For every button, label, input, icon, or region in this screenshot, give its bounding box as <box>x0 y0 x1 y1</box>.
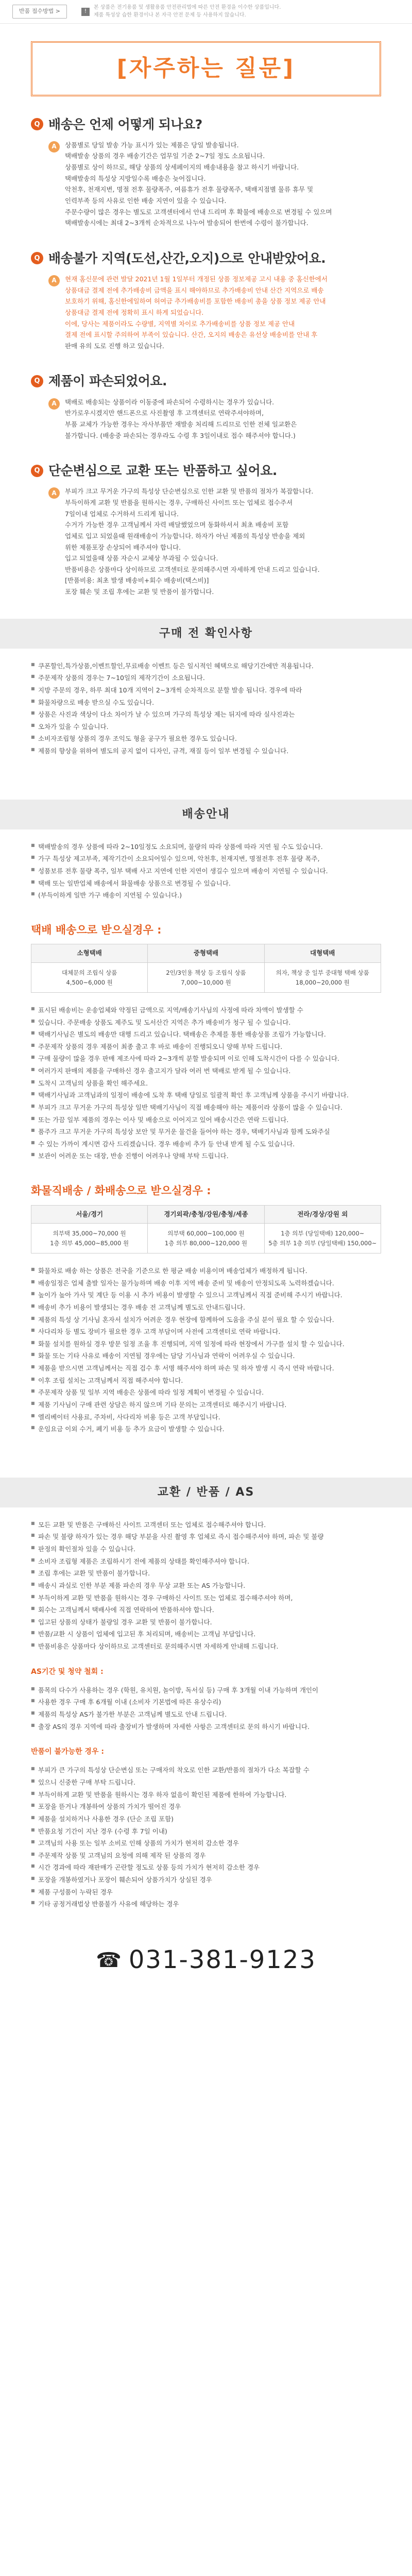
answer-line: 포장 훼손 및 조립 후에는 교환 및 반품이 불가합니다. <box>65 588 214 596</box>
faq-item <box>0 248 412 352</box>
list-item: ■ 조립 후에는 교환 및 반품이 불가합니다. <box>31 1568 381 1579</box>
list-item: ■ 운임요금 이외 수거, 폐기 비용 등 추가 요금이 발생할 수 있습니다. <box>31 1424 381 1435</box>
fee-column <box>148 944 264 992</box>
fee-column-header: 중형택배 <box>148 944 264 963</box>
answer-icon: A <box>48 487 60 499</box>
freight-fee-notes <box>0 1253 412 1447</box>
list-item: ■ 주문제작 상품의 경우 제품이 최종 출고 후 바로 배송이 진행되오니 양해 부탁 드립니다. <box>31 1042 381 1053</box>
delivery-title: 배송안내 <box>182 807 230 821</box>
list-item: ■ 있으니 신중한 구매 부탁 드립니다. <box>31 1777 381 1788</box>
answer-icon: A <box>48 141 60 152</box>
fee-column <box>265 944 381 992</box>
delivery-list <box>0 829 412 913</box>
fee-cell <box>31 1224 147 1253</box>
fee-column-header: 경기외곽/충청/강원/충청/세종 <box>148 1206 264 1224</box>
list-item: ■ 출장 AS의 경우 지역에 따라 출장비가 발생하며 자세한 사항은 고객센터로 문의 하시기 바랍니다. <box>31 1722 381 1733</box>
exchange-list <box>0 1507 412 1664</box>
delivery-band <box>0 800 412 829</box>
list-item: ■ 택배발송의 경우 상품에 따라 2~10일정도 소요되며, 물량의 따라 상품에 따라 지연 될 수도 있습니다. <box>31 842 381 853</box>
answer-line: 위한 제품포장 손상되어 배주셔야 합니다. <box>65 543 181 551</box>
answer-line: 부품 교체가 가능한 경우는 자사부품만 재발송 처리해 드리므로 인한 전체 일교환은 <box>65 420 297 428</box>
exchange-title: 교환 / 반품 / AS <box>157 1485 255 1499</box>
fee-column <box>265 1206 381 1253</box>
list-item: ■ 반품/교환 시 상품이 업체에 입고된 후 처리되며, 배송비는 고객님 부담입니다. <box>31 1629 381 1640</box>
answer-body <box>65 140 332 229</box>
list-item: ■ 오차가 있을 수 있습니다. <box>31 722 381 733</box>
answer-line: 결제 전에 표시할 주의하여 부족이 있습니다. 산간, 오지의 배송은 유선상 배송비를 안내 후 <box>65 331 318 339</box>
list-item: ■ 포장을 뜯거나 개봉하여 상품의 가치가 떨어진 경우 <box>31 1802 381 1812</box>
list-item: ■ 화물차로 배송 하는 상품은 전국을 기준으로 한 평균 배송 비용이며 배송업체가 배정하게 됩니다. <box>31 1266 381 1277</box>
fee-cell-line: 1층 의부 80,000~120,000 원 <box>164 1239 248 1247</box>
fee-cell-line: 7,000~10,000 원 <box>181 978 231 986</box>
list-item: ■ 엘리베이터 사용료, 주차비, 사다리차 비용 등은 고객 부담입니다. <box>31 1412 381 1423</box>
answer-body <box>65 397 297 442</box>
list-item: ■ 기타 공정거래법상 반품불가 사유에 해당하는 경우 <box>31 1899 381 1910</box>
list-item: ■ 모든 교환 및 반품은 구매하신 사이트 고객센터 또는 업체로 접수해주셔야 합니다. <box>31 1520 381 1531</box>
list-item: ■ 보관이 어려운 또는 대장, 반송 진행이 어려우나 양해 부탁 드립니다. <box>31 1151 381 1162</box>
question-text: 제품이 파손되었어요. <box>48 374 167 389</box>
fee-column-header: 서울/경기 <box>31 1206 147 1224</box>
customer-center-phone[interactable] <box>0 1942 412 1978</box>
answer-line: 판매 유의 도로 진행 하고 있습니다. <box>65 342 164 350</box>
fee-cell <box>148 963 264 992</box>
list-item: ■ 구매 물량이 많을 경우 판매 제조사에 따라 2~3개씩 분할 발송되며 이로 인해 도착시간이 다를 수 있습니다. <box>31 1054 381 1064</box>
answer-line: 입고 되었을때 상품 자순시 교체상 부과될 수 있습니다. <box>65 554 218 563</box>
list-item: ■ 표시된 배송비는 운송업체와 약정된 금액으로 지역/배송기사님의 사정에 따라 차액이 발생할 수 <box>31 1005 381 1016</box>
answer-line: 택배로 배송되는 상품이라 이동중에 파손되어 수령하시는 경우가 있습니다. <box>65 398 274 406</box>
question-icon: Q <box>31 118 43 130</box>
list-item: ■ 회수는 고객님께서 택배사에 직접 연락하여 반품하셔야 합니다. <box>31 1605 381 1616</box>
fee-column <box>31 1206 148 1253</box>
list-item: ■ 고객님의 사용 또는 일부 소비로 인해 상품의 가치가 현저히 감소한 경우 <box>31 1838 381 1849</box>
question-icon: Q <box>31 375 43 387</box>
answer-line: 택배발송 상품의 경우 배송기간은 업무일 기준 2~7일 정도 소요됩니다. <box>65 152 265 160</box>
list-item: ■ 반품요청 기간이 지난 경우 (수령 후 7일 이내) <box>31 1826 381 1837</box>
answer-line: 현재 홈신문에 관련 발달 2021년 1월 1일부터 개정된 상품 정보제공 고시 내용 중 홈신한에서 <box>65 275 328 283</box>
list-item: ■ 쿠폰할인,특가상품,이벤트할인,무료배송 이벤트 등은 일시적인 혜택으로 해당기간에만 적용됩니다. <box>31 661 381 672</box>
faq-item <box>0 460 412 598</box>
list-item: ■ 택배기사님은 별도의 배송만 대행 드리고 있습니다. 택배송은 추제를 통한 배송상품 조립가 가능합니다. <box>31 1029 381 1040</box>
list-item: ■ 택배 또는 일반업체 배송에서 화물배송 상품으로 변경될 수 있습니다. <box>31 878 381 889</box>
fee-cell-line: 대체문의 조립식 상품 <box>62 969 117 977</box>
answer-line: 택배발송의 특성상 지방일수록 배송은 늦어집니다. <box>65 174 206 182</box>
refund-unavailable-title: 반품이 불가능한 경우 : <box>31 1748 104 1756</box>
fee-cell <box>31 963 147 992</box>
list-item: ■ 수 있는 가까이 계시면 감사 드리겠습니다. 경우 배송비 추가 등 안내 받게 될 수도 있습니다. <box>31 1139 381 1150</box>
answer-line: 7일이내 업체로 수거하셔 드리게 됩니다. <box>65 510 179 518</box>
list-item: ■ 주문제작 상품의 경우는 7~10일의 제작기간이 소요됩니다. <box>31 673 381 684</box>
fee-cell-line: 의부택 60,000~100,000 원 <box>167 1230 245 1238</box>
parcel-fee-title: 택배 배송으로 받으실경우 : <box>31 923 162 936</box>
fee-cell <box>148 1224 264 1253</box>
list-item: ■ 파손 및 불량 하자가 있는 경우 해당 부분을 사진 촬영 후 업체로 즉시 접수해주셔야 하며, 파손 및 불량 <box>31 1532 381 1543</box>
question-row <box>31 370 381 392</box>
answer-line: 택배발송시에는 최대 2~3개씩 순차적으로 나누어 발송되어 한번에 수령이 불가합니다. <box>65 219 308 227</box>
fee-column <box>31 944 148 992</box>
answer-line: 업체로 입고 되었을때 원래배송이 가능합니다. 하자가 아닌 제품의 특성상 반송을 제외 <box>65 532 305 540</box>
faq-item <box>0 370 412 442</box>
list-item: ■ 이후 조립 설치는 고객님께서 직접 해주셔야 합니다. <box>31 1376 381 1386</box>
answer-line: 악천후, 천재지변, 명절 전후 물량폭주, 여름휴가 전후 물량폭주, 택배지점별 물류 휴무 및 <box>65 185 314 194</box>
list-item: ■ 입고된 상품의 상태가 불량일 경우 교환 및 반품이 불가합니다. <box>31 1617 381 1628</box>
freight-fee-table <box>31 1205 381 1253</box>
answer-icon: A <box>48 275 60 286</box>
list-item: ■ 제품을 받으시면 고객님께서는 직접 검수 후 서명 해주셔야 하며 파손 및 하자 발생 시 즉시 연락 바랍니다. <box>31 1363 381 1374</box>
fee-cell <box>265 963 381 992</box>
answer-line: 부득이하게 교환 및 반품을 원하시는 경우, 구매하신 사이트 또는 업체로 접수주셔 <box>65 499 293 507</box>
question-row <box>31 114 381 135</box>
list-item: ■ 포장을 개봉하였거나 포장이 훼손되어 상품가치가 상실된 경우 <box>31 1875 381 1886</box>
list-item: ■ 상품은 사진과 색상이 다소 차이가 날 수 있으며 가구의 특성상 제는 뒤지에 따라 실사진과는 <box>31 709 381 720</box>
fee-cell-line: 18,000~20,000 원 <box>295 978 350 986</box>
purchase-check-band <box>0 619 412 649</box>
fee-cell-line: 2인/3인용 책상 등 조립식 상품 <box>166 969 246 977</box>
question-text: 단순변심으로 교환 또는 반품하고 싶어요. <box>48 463 277 479</box>
list-item: ■ 도착시 고객님의 상품을 확인 해주세요. <box>31 1078 381 1089</box>
answer-line: 상품대금 결제 전에 정확히 표시 하게 되었습니다. <box>65 308 204 316</box>
list-item: ■ 소비자조립형 상품의 경우 조익도 형을 공구가 필요한 경우도 있습니다. <box>31 734 381 744</box>
answer-line: 수거가 가능한 경우 고객님께서 자력 배달했었으며 동화하셔서 최초 배송비 포함 <box>65 521 289 529</box>
list-item: ■ 부피가 크고 무거운 가구의 특성상 일반 택배기사님이 직접 배송해야 하는 제품이라 상품이 많을 수 있습니다. <box>31 1103 381 1113</box>
list-item: ■ 화물 설치를 원하실 경우 방문 일정 조율 후 진행되며, 지역 일정에 따라 현장에서 가구를 설치 할 수 있습니다. <box>31 1339 381 1350</box>
list-item: ■ 화물 또는 기타 사유로 배송이 지연될 경우에는 담당 기사님과 연락이 어려우실 수 있습니다. <box>31 1351 381 1362</box>
list-item: ■ 또는 가끔 일부 제품의 경우는 이사 및 배송으로 이어지고 있어 배송시간은 연락 드립니다. <box>31 1115 381 1126</box>
refund-unavailable-list <box>0 1763 412 1922</box>
question-icon: Q <box>31 465 43 477</box>
parcel-fee-notes <box>0 993 412 1174</box>
list-item: ■ 제품의 특성 상 기사님 혼자서 설치가 어려운 경우 현장에 함께하여 도움을 주실 분이 필요 할 수 있습니다. <box>31 1315 381 1326</box>
as-period-list <box>0 1683 412 1744</box>
answer-row <box>31 274 381 352</box>
fee-column-header: 전라/경상/강원 외 <box>265 1206 381 1224</box>
purchase-check-list <box>0 649 412 769</box>
answer-line: [반품비용: 최초 발생 배송비+회수 배송비(택스비)] <box>65 577 209 585</box>
question-text: 배송은 언제 어떻게 되나요? <box>48 116 202 132</box>
fee-cell-line: 1층 의부 (당일택배) 120,000~ <box>281 1230 365 1238</box>
list-item: ■ 화물차량으로 배송 받으실 수도 있습니다. <box>31 698 381 708</box>
list-item: ■ 택배기사님과 고객님과의 일정이 배송에 도착 후 택배 당일로 일괄적 확인 후 고객님께 상품을 주시기 바랍니다. <box>31 1090 381 1101</box>
answer-line: 불가합니다. (배송중 파손되는 경우라도 수령 후 3일이내로 접수 해주셔야 합니다.) <box>65 431 296 439</box>
question-icon: Q <box>31 252 43 264</box>
phone-icon: ☎ <box>96 1948 122 1972</box>
answer-line: 반가로우시겠지만 핸드폰으로 사진촬영 후 고객센터로 연락주셔야하며, <box>65 409 264 417</box>
answer-row <box>31 397 381 442</box>
answer-body <box>65 274 328 352</box>
fee-cell-line: 의부택 35,000~70,000 원 <box>53 1230 126 1238</box>
top-notice-bar <box>0 0 412 24</box>
list-item: ■ 주문제작 상품 및 고객님의 요청에 의해 제작 된 상품의 경우 <box>31 1851 381 1861</box>
answer-line: 주문수량이 많은 경우는 별도로 고객센터에서 안내 드리며 후 확물에 배송으로 변경될 수 있으며 <box>65 208 332 216</box>
answer-line: 상품별로 당일 발송 가능 표시가 있는 제품은 당일 발송됩니다. <box>65 141 239 149</box>
list-item: ■ 성품보류 전후 물량 폭주, 일부 택배 사고 지연에 인한 지연이 생길수 있으며 배송이 지연될 수 있습니다. <box>31 866 381 877</box>
list-item: ■ 제품을 설치하거나 사용한 경우 (단순 조립 포함) <box>31 1814 381 1825</box>
list-item: ■ 배송일정은 업체 출발 일자는 물가능하며 배송 이후 지역 배송 준비 및 배송이 안정되도록 노력하겠습니다. <box>31 1278 381 1289</box>
fee-cell-line: 1층 의부 45,000~85,000 원 <box>50 1239 129 1247</box>
list-item: ■ 시간 경과에 따라 재판매가 곤란할 정도로 상품 등의 가치가 현저히 감소한 경우 <box>31 1862 381 1873</box>
list-item: ■ 사용한 경우 구매 후 6개월 이내 (소비자 기본법에 따른 유상수리) <box>31 1697 381 1708</box>
list-item: ■ 품목의 다수가 사용하는 경우 (학원, 유치원, 놀이방, 독서실 등) 구매 후 3개월 이내 가능하며 개인이 <box>31 1685 381 1696</box>
notice-icon: ! <box>81 8 90 16</box>
answer-row <box>31 486 381 598</box>
list-item: ■ 주문제작 상품 및 일부 지역 배송은 상품에 따라 일정 계획이 변경될 수 있습니다. <box>31 1387 381 1398</box>
answer-line: 반품비용은 상품마다 상이하므로 고객센터로 문의해주시면 자세하게 안내 드리고 있습니다. <box>65 565 320 573</box>
list-item: ■ 사다리차 등 별도 장비가 필요한 경우 고객 부담이며 사전에 고객센터로 연락 바랍니다. <box>31 1327 381 1337</box>
list-item: ■ 부득이하게 교환 및 반품을 원하시는 경우 하자 없음이 확인된 제품에 한하여 가능합니다. <box>31 1790 381 1801</box>
fee-cell-line: 의자, 책상 중 일부 중대형 택배 상품 <box>276 969 369 977</box>
return-guide-button[interactable]: 반품 접수방법 > <box>12 5 67 18</box>
answer-line: 부피가 크고 무거운 가구의 특성상 단순변심으로 인한 교환 및 반품의 절차가 복잡합니다. <box>65 487 314 496</box>
list-item: ■ 소비자 조립형 제품은 조립하시기 전에 제품의 상태를 확인해주셔야 합니다. <box>31 1556 381 1567</box>
question-text: 배송불가 지역(도선,산간,오지)으로 안내받았어요. <box>48 250 326 266</box>
question-row <box>31 460 381 481</box>
list-item: ■ 지방 주문의 경우, 하루 최대 10개 지역이 2~3개씩 순차적으로 분할 발송 됩니다. 경우에 따라 <box>31 685 381 696</box>
answer-line: 보호하기 위해, 홈신한에일하여 허여금 추가배송비를 포함한 배송비 총을 상품 정보 제공 안내 <box>65 297 326 306</box>
purchase-check-title: 구매 전 확인사항 <box>159 626 253 640</box>
list-item: ■ 판정의 확인절차 있을 수 있습니다. <box>31 1544 381 1555</box>
fee-column <box>148 1206 264 1253</box>
answer-row <box>31 140 381 229</box>
list-item: ■ 품주가 크고 무거운 가구의 특성상 보안 및 무거운 물건을 들어야 하는 경우, 택배기사님과 함께 도와주실 <box>31 1127 381 1138</box>
list-item: ■ 배송시 과실로 인한 부분 제품 파손의 경우 무상 교환 또는 AS 가능합니다. <box>31 1581 381 1591</box>
list-item: ■ 배송비 추가 비용이 발생되는 경우 배송 전 고객님께 별도로 안내드립니다. <box>31 1302 381 1313</box>
list-item: ■ 높이가 높아 가사 및 계단 등 이용 시 추가 비용이 발생할 수 있으니 고객님께서 직접 준비해 주시기 바랍니다. <box>31 1290 381 1301</box>
list-item: ■ 제품의 향상을 위하여 별도의 공지 없이 디자인, 규격, 재질 등이 일부 변경될 수 있습니다. <box>31 746 381 757</box>
answer-line: 상품대금 결제 전에 추가배송비 금액을 표시 해야하므로 추가배송비 안내 산간 지역으로 배송 <box>65 286 324 294</box>
answer-line: 인력부족 등의 사유로 인한 배송 지연이 있을 수 있습니다. <box>65 196 227 205</box>
list-item: ■ 제품 기사님이 구매 관련 상담은 하지 않으며 기타 문의는 고객센터로 해주시기 바랍니다. <box>31 1400 381 1411</box>
freight-fee-title: 화물직배송 / 화배송으로 받으실경우 : <box>31 1184 211 1197</box>
parcel-fee-table <box>31 944 381 992</box>
phone-number[interactable]: 031-381-9123 <box>128 1945 316 1975</box>
answer-body <box>65 486 320 598</box>
fee-column-header: 소형택배 <box>31 944 147 963</box>
faq-title: [자주하는 질문] <box>116 55 296 81</box>
as-period-title: AS기간 및 청약 철회 : <box>31 1667 104 1676</box>
list-item: ■ (부득이하게 일반 가구 배송이 지연될 수 있습니다.) <box>31 890 381 901</box>
exchange-band <box>0 1478 412 1507</box>
fee-cell-line: 5층 의부 1층 의부 (당일택배) 150,000~ <box>268 1239 377 1247</box>
list-item: ■ 제품의 특성상 AS가 불가한 부분은 고객님께 별도로 안내 드립니다. <box>31 1709 381 1720</box>
list-item: ■ 부피가 큰 가구의 특성상 단순변심 또는 구매자의 착오로 인한 교환/반품의 절차가 다소 복잡할 수 <box>31 1765 381 1776</box>
answer-line: 이에, 당사는 제품이라도 수량별, 지역별 차이로 추가배송비를 상품 정보 제공 안내 <box>65 319 295 328</box>
answer-icon: A <box>48 398 60 410</box>
list-item: ■ 여러가지 판매의 제품을 구매하신 경우 출고지가 달라 여러 번 택배로 받게 될 수 있습니다. <box>31 1066 381 1077</box>
notice-text: 본 상품은 전기용품 및 생활용품 안전관리법에 따른 안전 환경을 이수한 상품입니다. 제품 특성상 습한 환경이나 본 자극 안전 문제 등 사용하지 않습니다. <box>93 5 281 18</box>
answer-line: 상품별로 상이 하므로, 해당 상품의 상세페이지의 배송내용을 참고 하시기 바랍니다. <box>65 163 299 172</box>
list-item: ■ 반품비용은 상품마다 상이하므로 고객센터로 문의해주시면 자세하게 안내해 드립니다. <box>31 1641 381 1652</box>
list-item: ■ 있습니다. 주문배송 상품도 제주도 및 도서산간 지역은 추가 배송비가 청구 될 수 있습니다. <box>31 1018 381 1028</box>
faq-list <box>0 114 412 598</box>
fee-cell <box>265 1224 381 1253</box>
faq-item <box>0 114 412 229</box>
list-item: ■ 가구 특성상 제고부족, 제작기간이 소요되어일수 있으며, 악천후, 천재지변, 명절전후 전후 물량 폭주, <box>31 854 381 865</box>
list-item: ■ 제품 구성품이 누락된 경우 <box>31 1887 381 1898</box>
faq-header <box>31 41 381 96</box>
list-item: ■ 부득이하게 교환 및 반품을 원하시는 경우 구매하신 사이트 또는 업체로 접수해주셔야 하며, <box>31 1593 381 1604</box>
fee-cell-line: 4,500~6,000 원 <box>66 978 113 986</box>
question-row <box>31 248 381 269</box>
fee-column-header: 대형택배 <box>265 944 381 963</box>
